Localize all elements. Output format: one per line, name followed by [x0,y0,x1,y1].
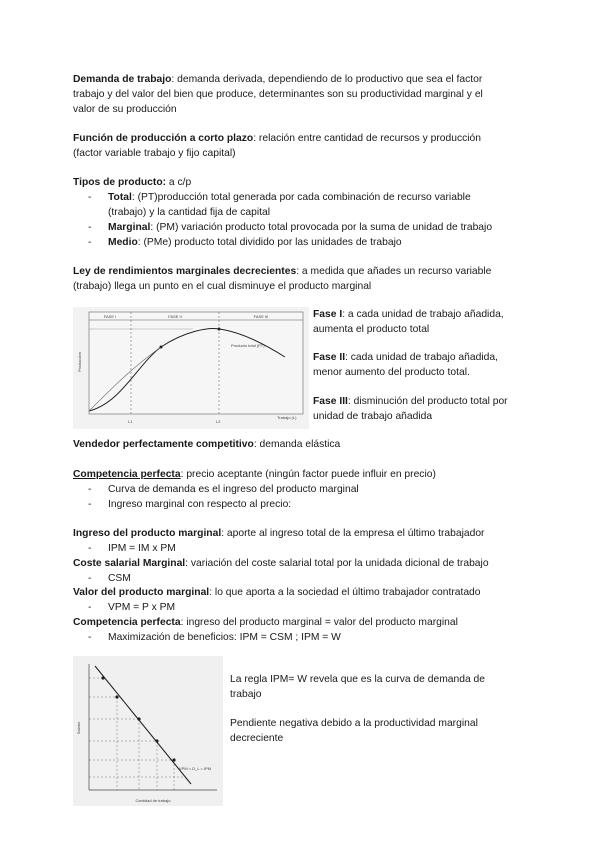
fase-1-line2: aumenta el producto total [313,324,430,335]
figure-labor-demand [73,656,223,806]
tipo-marginal: Marginal: (PM) variación producto total provocada por la suma de unidad de trabajo [108,222,493,233]
competencia-2-item: Maximización de beneficios: IPM = CSM ; IPM = W [108,632,341,643]
inflection-point [160,346,163,349]
regla-line2: trabajo [230,689,262,700]
competencia-1-item-2: Ingreso marginal con respecto al precio: [108,499,292,510]
regla-line1: La regla IPM= W revela que es la curva de demanda de [230,674,485,685]
phase-2-label: FASE II [168,314,182,319]
tipo-total: Total: (PT)producción total generada por cada combinación de recurso variable [108,192,471,203]
demanda-trabajo-line1: Demanda de trabajo: demanda derivada, dependiendo de lo productivo que sea el factor [73,74,483,85]
figure-production-function [73,307,309,429]
fase-3-line1: Fase III: disminución del producto total por [313,396,508,407]
coste-line: Coste salarial Marginal: variación del coste salarial total por la unidada dicional de trabajo [73,558,489,569]
max-point [218,328,221,331]
fase-2-line2: menor aumento del producto total. [313,367,470,378]
coste-item: CSM [108,573,131,584]
vendedor-line: Vendedor perfectamente competitivo: demanda elástica [73,439,341,450]
ley-rendimientos-line2: (trabajo) llega un punto en el cual disminuye el producto marginal [73,281,372,292]
x-axis-label: Trabajo (L) [277,415,297,420]
list-dash: - [88,543,92,554]
competencia-2-line: Competencia perfecta: ingreso del producto marginal = valor del producto marginal [73,617,458,628]
list-dash: - [88,484,92,495]
demanda-trabajo-line3: valor de su producción [73,104,177,115]
fase-1-line1: Fase I: a cada unidad de trabajo añadida, [313,309,504,320]
valor-item: VPM = P x PM [108,602,176,613]
list-dash: - [88,573,92,584]
ingreso-item: IPM = IM x PM [108,543,176,554]
y-axis-label: Producción [77,351,82,373]
phase-3-label: FASE III [253,314,269,319]
curve-point [172,758,175,761]
list-dash: - [88,222,92,233]
ley-rendimientos-line1: Ley de rendimientos marginales decrecientes: a medida que añades un recurso variable [73,266,492,277]
tipos-producto-heading: Tipos de producto: a c/p [73,177,192,188]
curve-point [115,695,118,698]
fase-2-line1: Fase II: cada unidad de trabajo añadida, [313,352,498,363]
competencia-1-item-1: Curva de demanda es el ingreso del producto marginal [108,484,359,495]
list-dash: - [88,237,92,248]
competencia-1-line: Competencia perfecta: precio aceptante (ningún factor puede influir en precio) [73,469,436,480]
fase-3-line2: unidad de trabajo añadida [313,411,433,422]
list-dash: - [88,192,92,203]
l1-label: L1 [128,419,133,424]
ingreso-line: Ingreso del producto marginal: aporte al ingreso total de la empresa el último trabajador [73,528,485,539]
demanda-trabajo-line2: trabajo y del valor del bien que produce, determinantes son su productividad marginal y el [73,89,483,100]
regla-line4: decreciente [230,733,284,744]
demanda-trabajo-term: Demanda de trabajo [73,74,172,85]
curve-point [101,676,104,679]
tipo-total-cont: (trabajo) y la cantidad fija de capital [108,207,270,218]
phase-1-label: FASE I [103,314,117,319]
x-axis-label: Cantidad de trabajo [135,798,171,803]
l2-label: L2 [216,419,221,424]
list-dash: - [88,602,92,613]
list-dash: - [88,499,92,510]
regla-line3: Pendiente negativa debido a la productividad marginal [230,718,478,729]
tipo-medio: Medio: (PMe) producto total dividido por las unidades de trabajo [108,237,402,248]
curve-point [137,717,140,720]
funcion-produccion-line1: Función de producción a corto plazo: relación entre cantidad de recursos y producción [73,133,482,144]
funcion-produccion-line2: (factor variable trabajo y fijo capital) [73,148,236,159]
funcion-produccion-term: Función de producción a corto plazo [73,133,254,144]
curve-label: VPM = D_L = IPM [179,766,212,771]
valor-line: Valor del producto marginal: lo que aporta a la sociedad el último trabajador contratado [73,587,481,598]
y-axis-label: Salario [76,721,81,735]
list-dash: - [88,632,92,643]
curve-point [155,739,158,742]
curve-label: Producto total (PT) [231,343,265,348]
